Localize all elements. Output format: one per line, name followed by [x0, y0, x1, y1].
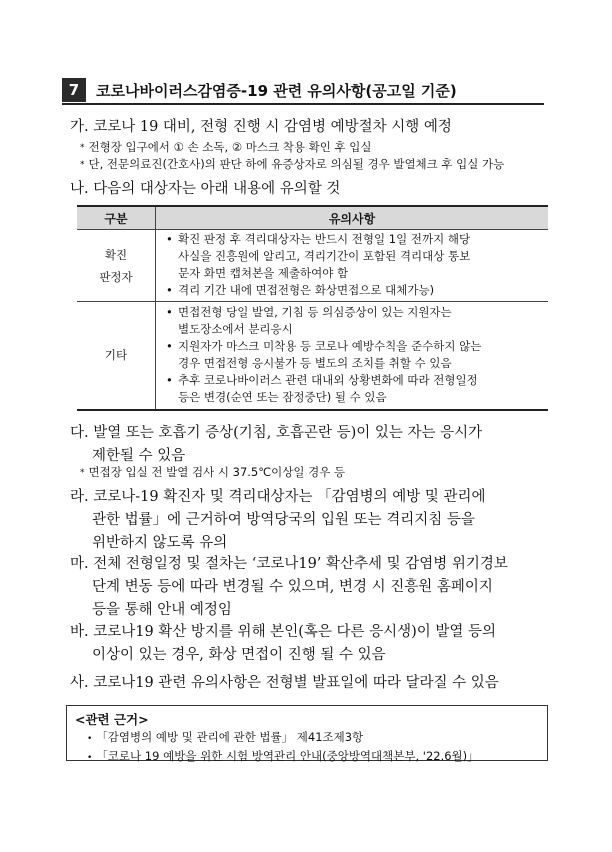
header-category: 구분	[77, 206, 156, 230]
category-other: 기타	[77, 302, 156, 410]
item-ga: 가. 코로나 19 대비, 전형 진행 시 감염병 예방절차 시행 예정	[70, 119, 452, 135]
basis-item: • 「감염병의 예방 및 관리에 관한 법률」 제41조제3항	[87, 730, 364, 744]
item-na: 나. 다음의 대상자는 아래 내용에 유의할 것	[70, 181, 341, 197]
table-row	[77, 302, 548, 410]
section-number: 7	[62, 78, 86, 102]
note-ga-2: * 단, 전문의료진(간호사)의 판단 하에 유증상자로 의심될 경우 발열체크 후 입실 가능	[80, 157, 505, 171]
related-basis-box	[66, 705, 548, 761]
notes-confirmed	[156, 230, 549, 302]
list-item: • 추후 코로나바이러스 관련 대내외 상황변화에 따라 전형일정 등은 변경(순연 또는 잠정중단) 될 수 있음	[166, 372, 478, 404]
note-ga-1: * 전형장 입구에서 ① 손 소독, ② 마스크 착용 확인 후 입실	[80, 140, 372, 154]
basis-title: <관련 근거>	[75, 712, 149, 727]
section-header	[62, 77, 544, 105]
basis-item: • 「코로나 19 예방을 위한 시험 방역관리 안내(중앙방역대책본부, '22.6월)」	[87, 749, 479, 763]
item-sa: 사. 코로나19 관련 유의사항은 전형별 발표일에 따라 달라질 수 있음	[70, 675, 499, 691]
section-title: 코로나바이러스감염증-19 관련 유의사항(공고일 기준)	[96, 81, 457, 100]
table-header-row	[77, 206, 548, 230]
precautions-table	[77, 205, 548, 411]
category-confirmed: 확진 판정자	[77, 230, 156, 302]
notes-other	[156, 302, 549, 410]
note-da: * 면접장 입실 전 발열 검사 시 37.5℃이상일 경우 등	[80, 465, 346, 479]
item-da: 다. 발열 또는 호흡기 증상(기침, 호흡곤란 등)이 있는 자는 응시가 제한될 수 있음	[70, 425, 483, 464]
item-ra: 라. 코로나-19 확진자 및 격리대상자는 「감염병의 예방 및 관리에 관한 법률」에 근거하여 방역당국의 입원 또는 격리지침 등을 위반하지 않도록 유의	[70, 489, 486, 551]
table-row	[77, 230, 548, 302]
item-ma: 마. 전체 전형일정 및 절차는 ‘코로나19’ 확산추세 및 감염병 위기경보 단계 변동 등에 따라 변경될 수 있으며, 변경 시 진흥원 홈페이지 등을 통해 안내 예정임	[70, 556, 508, 618]
item-ba: 바. 코로나19 확산 방지를 위해 본인(혹은 다른 응시생)이 발열 등의 이상이 있는 경우, 화상 면접이 진행 될 수 있음	[70, 624, 497, 663]
list-item: • 지원자가 마스크 미착용 등 코로나 예방수칙을 준수하지 않는 경우 면접전형 응시불가 등 별도의 조치를 취할 수 있음	[166, 338, 482, 370]
header-notes: 유의사항	[156, 206, 549, 230]
list-item: • 확진 판정 후 격리대상자는 반드시 전형일 1일 전까지 해당 사실을 진흥원에 알리고, 격리기간이 포함된 격리대상 통보 문자 화면 캡쳐본을 제출하여야 함	[166, 232, 471, 280]
list-item: • 면접전형 당일 발열, 기침 등 의심증상이 있는 지원자는 별도장소에서 분리응시	[166, 304, 452, 336]
list-item: • 격리 기간 내에 면접전형은 화상면접으로 대체가능)	[166, 283, 435, 297]
